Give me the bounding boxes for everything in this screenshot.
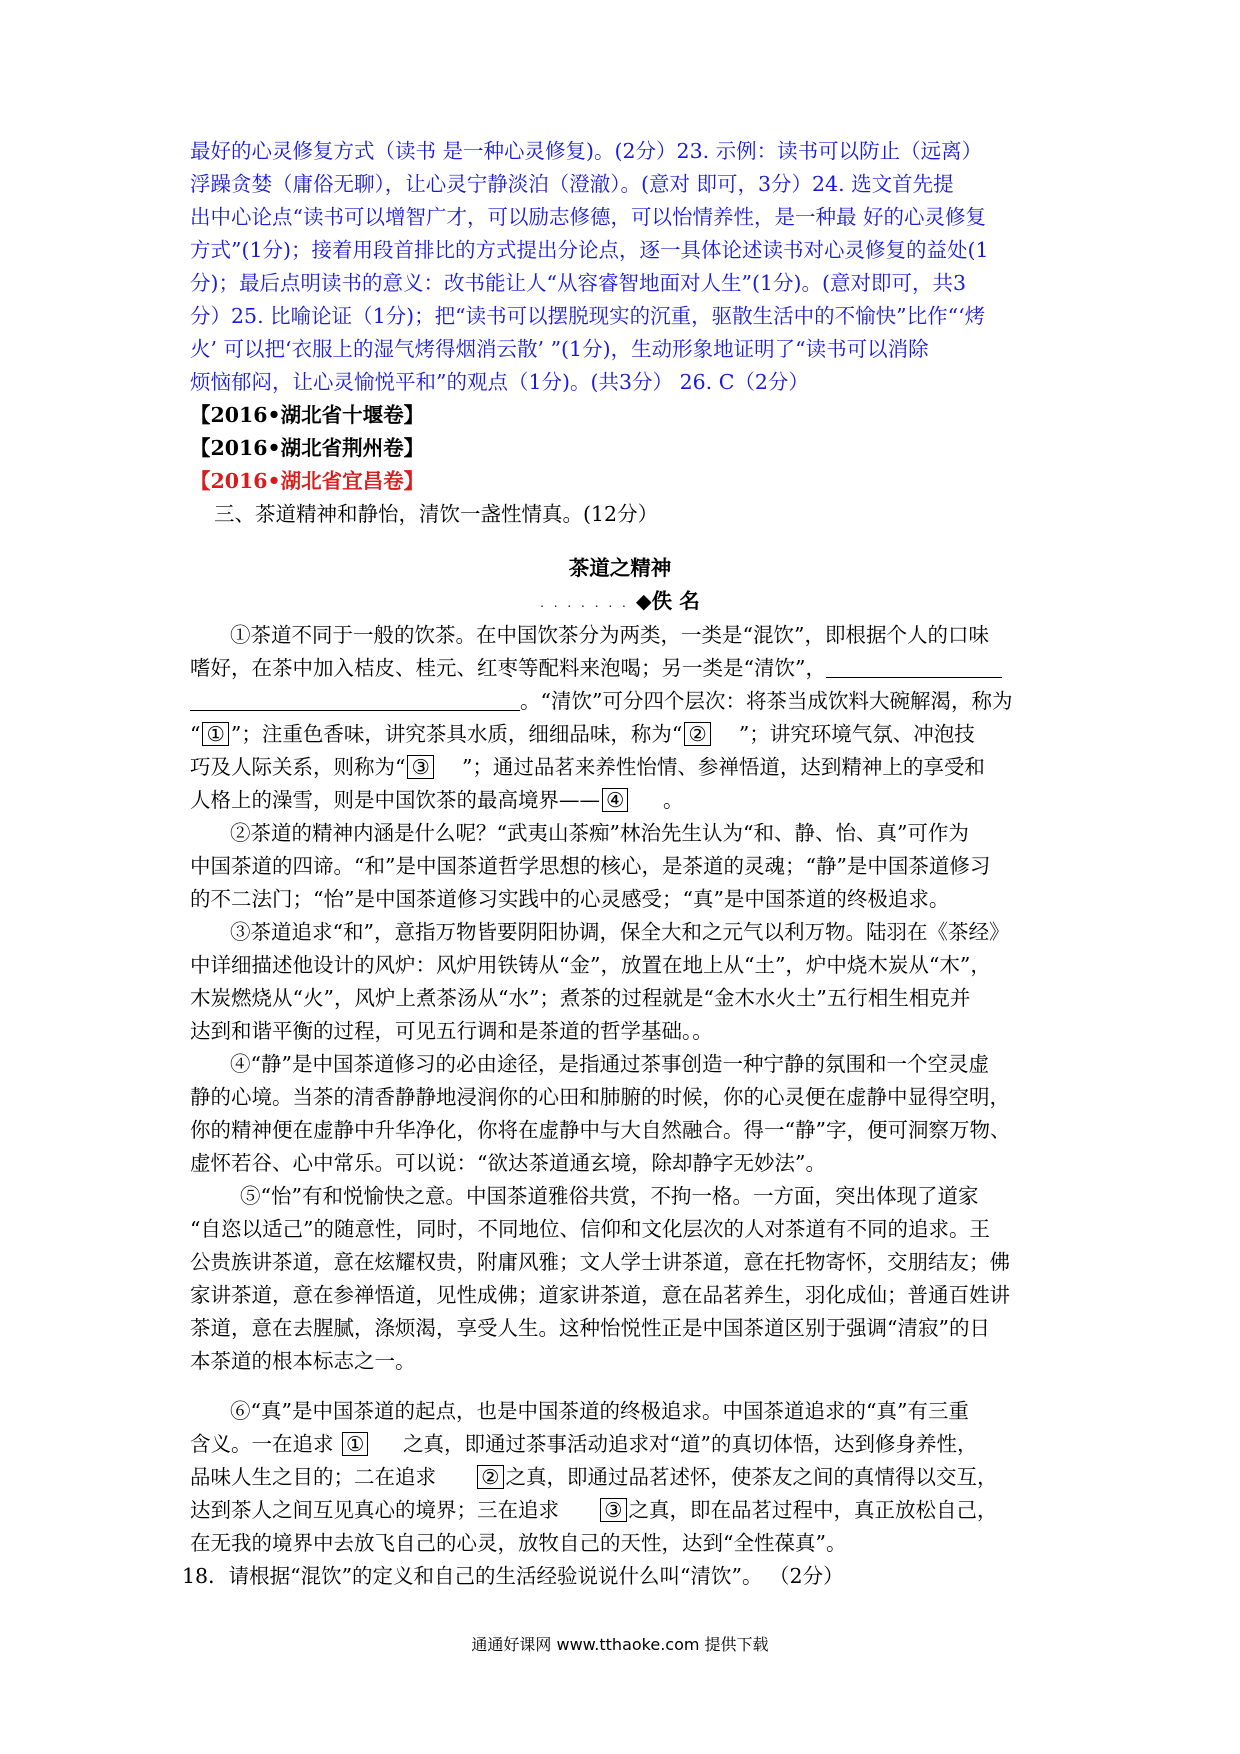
paragraph-line: ①茶道不同于一般的饮茶。在中国饮茶分为两类，一类是“混饮”，即根据个人的口味 bbox=[230, 623, 989, 647]
paragraph-line bbox=[190, 685, 1060, 718]
paragraph-line bbox=[190, 1494, 1060, 1527]
paragraph-line: 的不二法门；“怡”是中国茶道修习实践中的心灵感受；“真”是中国茶道的终极追求。 bbox=[190, 887, 950, 911]
paragraph-text: 品味人生之目的；二在追求 bbox=[190, 1465, 436, 1489]
paragraph-line: ⑤“怡”有和悦愉快之意。中国茶道雅俗共赏，不拘一格。一方面，突出体现了道家 bbox=[240, 1184, 979, 1208]
answer-line: 烦恼郁闷，让心灵愉悦平和”的观点（1分)。(共3分） 26. C（2分） bbox=[190, 370, 809, 394]
paragraph-line: 中国茶道的四谛。“和”是中国茶道哲学思想的核心，是茶道的灵魂；“静”是中国茶道修习 bbox=[190, 854, 991, 878]
paragraph-line: 茶道，意在去腥腻，涤烦渴，享受人生。这种怡悦性正是中国茶道区别于强调“清寂”的日 bbox=[190, 1316, 990, 1340]
paragraph-text: 达到茶人之间互见真心的境界；三在追求 bbox=[190, 1498, 559, 1522]
paragraph-text: 之真，即在品茗过程中，真正放松自己， bbox=[628, 1498, 998, 1522]
answer-line: 最好的心灵修复方式（读书 是一种心灵修复)。(2分）23. 示例：读书可以防止（远离） bbox=[190, 139, 983, 163]
author-name: ◆佚 名 bbox=[635, 589, 700, 613]
section-intro: 三、茶道精神和静怡，清饮一盏性情真。(12分） bbox=[214, 502, 659, 526]
blank-box: ① bbox=[202, 722, 228, 746]
paragraph-line: 本茶道的根本标志之一。 bbox=[190, 1349, 416, 1373]
section-heading: 【2016•湖北省十堰卷】 bbox=[190, 403, 425, 427]
paragraph-text: 嗜好，在茶中加入桔皮、桂元、红枣等配料来泡喝；另一类是“清饮”， bbox=[190, 656, 826, 680]
blank-line bbox=[190, 688, 520, 711]
answer-line: 浮躁贪婪（庸俗无聊），让心灵宁静淡泊（澄澈）。(意对 即可，3分）24. 选文首先提 bbox=[190, 172, 954, 196]
paragraph-text: 巧及人际关系，则称为“ bbox=[190, 755, 406, 779]
blank-line bbox=[826, 655, 1002, 678]
paragraph-line bbox=[190, 751, 1060, 784]
paragraph-text: 。 bbox=[662, 788, 684, 812]
answer-line: 出中心论点“读书可以增智广才，可以励志修德，可以怡情养性，是一种最 好的心灵修复 bbox=[190, 205, 986, 229]
paragraph-line: ②茶道的精神内涵是什么呢？“武夷山茶痴”林治先生认为“和、静、怡、真”可作为 bbox=[230, 821, 969, 845]
paragraph-line: 公贵族讲茶道，意在炫耀权贵，附庸风雅；文人学士讲茶道，意在托物寄怀，交朋结友；佛 bbox=[190, 1250, 1010, 1274]
article-author bbox=[0, 586, 1240, 618]
paragraph-text: 之真，即通过茶事活动追求对“道”的真切体悟，达到修身养性， bbox=[403, 1432, 978, 1456]
paragraph-line: 在无我的境界中去放飞自己的心灵，放牧自己的天性，达到“全性葆真”。 bbox=[190, 1531, 847, 1555]
paragraph-line: ④“静”是中国茶道修习的必由途径，是指通过茶事创造一种宁静的氛围和一个空灵虚 bbox=[230, 1052, 989, 1076]
section-heading-current: 【2016•湖北省宜昌卷】 bbox=[190, 469, 425, 493]
paragraph-text: 。“清饮”可分四个层次：将茶当成饮料大碗解渴，称为 bbox=[520, 689, 1013, 713]
paragraph-line: 达到和谐平衡的过程，可见五行调和是茶道的哲学基础。。 bbox=[190, 1019, 713, 1043]
paragraph-text: ”；通过品茗来养性怡情、参禅悟道，达到精神上的享受和 bbox=[461, 755, 985, 779]
author-dots: . . . . . . . bbox=[540, 596, 629, 610]
paragraph-line: “自恣以适己”的随意性，同时，不同地位、信仰和文化层次的人对茶道有不同的追求。王 bbox=[190, 1217, 990, 1241]
paragraph-line bbox=[190, 1461, 1060, 1494]
paragraph-text: 人格上的澡雪，则是中国饮茶的最高境界—— bbox=[190, 788, 600, 812]
paragraph-line bbox=[190, 652, 1060, 685]
question-18: 18．请根据“混饮”的定义和自己的生活经验说说什么叫“清饮”。 （2分） bbox=[182, 1564, 844, 1588]
blank-box: ③ bbox=[407, 755, 433, 779]
answer-line: 方式”(1分)；接着用段首排比的方式提出分论点，逐一具体论述读书对心灵修复的益处(1 bbox=[190, 238, 989, 262]
paragraph-line: 中详细描述他设计的风炉：风炉用铁铸从“金”，放置在地上从“土”，炉中烧木炭从“木”， bbox=[190, 953, 991, 977]
paragraph-text: ”；讲究环境气氛、冲泡技 bbox=[738, 722, 975, 746]
blank-box: ③ bbox=[600, 1498, 626, 1522]
paragraph-line: 静的心境。当茶的清香静静地浸润你的心田和肺腑的时候，你的心灵便在虚静中显得空明， bbox=[190, 1085, 1010, 1109]
paragraph-text: 含义。一在追求 bbox=[190, 1432, 334, 1456]
blank-box: ① bbox=[342, 1432, 368, 1456]
paragraph-line: ③茶道追求“和”，意指万物皆要阴阳协调，保全大和之元气以利万物。陆羽在《茶经》 bbox=[230, 920, 1010, 944]
paragraph-line: 虚怀若谷、心中常乐。可以说：“欲达茶道通玄境，除却静字无妙法”。 bbox=[190, 1151, 826, 1175]
blank-box: ② bbox=[477, 1465, 503, 1489]
section-heading: 【2016•湖北省荆州卷】 bbox=[190, 436, 425, 460]
answer-line: 火’ 可以把‘衣服上的湿气烤得烟消云散’ ”(1分)，生动形象地证明了“读书可以消除 bbox=[190, 337, 929, 361]
paragraph-line: ⑥“真”是中国茶道的起点，也是中国茶道的终极追求。中国茶道追求的“真”有三重 bbox=[230, 1399, 969, 1423]
paragraph-line bbox=[190, 784, 1060, 817]
paragraph-line bbox=[190, 718, 1060, 751]
page-footer: 通通好课网 www.tthaoke.com 提供下载 bbox=[471, 1635, 769, 1654]
paragraph-text: ”；注重色香味，讲究茶具水质，细细品味，称为“ bbox=[230, 722, 683, 746]
answer-line: 分）25. 比喻论证（1分)；把“读书可以摆脱现实的沉重，驱散生活中的不愉快”比作“‘烤 bbox=[190, 304, 986, 328]
blank-box: ② bbox=[684, 722, 710, 746]
answer-line: 分)；最后点明读书的意义：改书能让人“从容睿智地面对人生”(1分)。(意对即可，共3 bbox=[190, 271, 967, 295]
paragraph-text: 之真，即通过品茗述怀，使茶友之间的真情得以交互， bbox=[505, 1465, 998, 1489]
paragraph-line bbox=[190, 1428, 1060, 1461]
paragraph-line: 木炭燃烧从“火”，风炉上煮茶汤从“水”；煮茶的过程就是“金木水火土”五行相生相克并 bbox=[190, 986, 971, 1010]
blank-box: ④ bbox=[602, 788, 628, 812]
article-title: 茶道之精神 bbox=[568, 556, 672, 580]
paragraph-text: “ bbox=[190, 722, 201, 746]
paragraph-line: 家讲茶道，意在参禅悟道，见性成佛；道家讲茶道，意在品茗养生，羽化成仙；普通百姓讲 bbox=[190, 1283, 1010, 1307]
paragraph-line: 你的精神便在虚静中升华净化，你将在虚静中与大自然融合。得一“静”字，便可洞察万物、 bbox=[190, 1118, 1011, 1142]
